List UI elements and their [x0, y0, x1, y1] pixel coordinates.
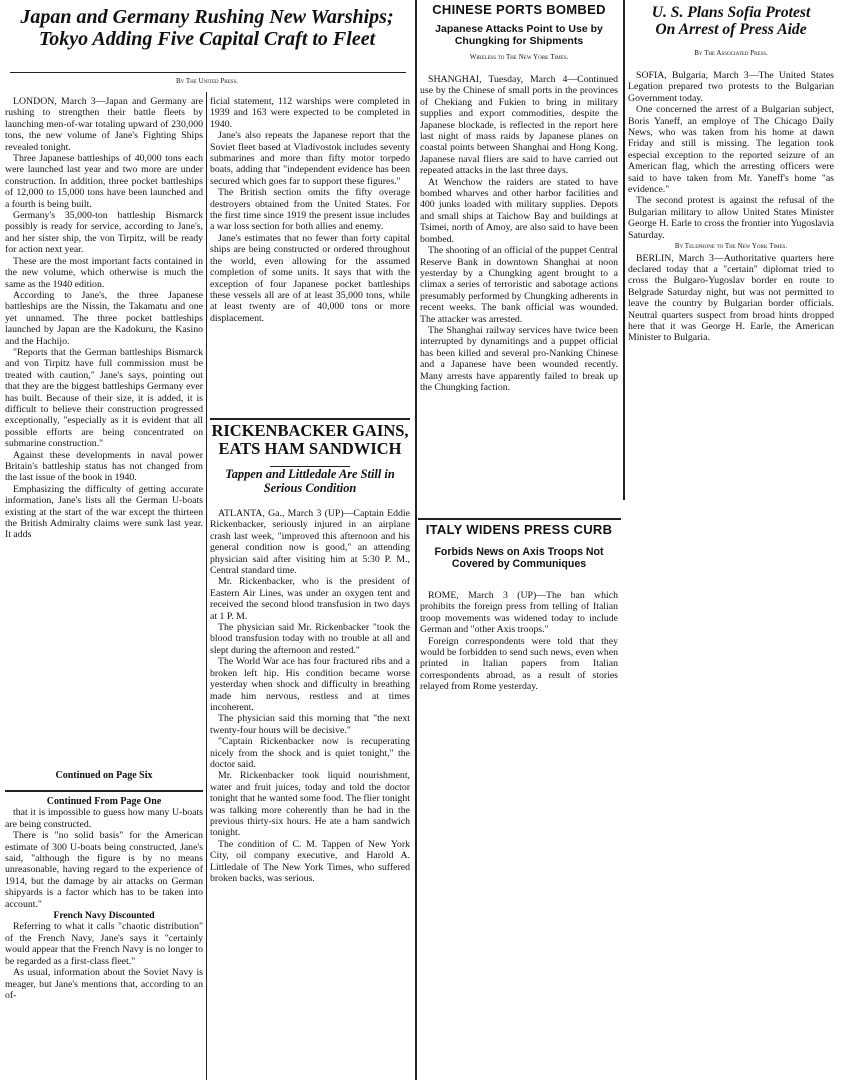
rickenbacker-body	[210, 508, 410, 1080]
rule-jump	[5, 790, 203, 792]
paragraph: ficial statement, 112 warships were completed in 1939 and 163 were expected to be completed in 1940.	[210, 96, 410, 130]
paragraph: The physician said Mr. Rickenbacker "took the blood transfusion today with no trouble at all and slept during the afternoon and rested."	[210, 622, 410, 656]
sofia-byline: By The Associated Press.	[694, 48, 768, 57]
chinese-ports-deck: Japanese Attacks Point to Use by Chungking for Shipments	[435, 23, 603, 48]
rule-rickenbacker-deck	[270, 466, 350, 467]
continued-on-page-six: Continued on Page Six	[55, 770, 153, 781]
japan-germany-headline-1: Japan and Germany Rushing New Warships;	[20, 6, 394, 28]
paragraph: At Wenchow the raiders are stated to have bombed wharves and other harbor facilities and 400 junks loaded with military supplies. Depots and small ships at Taichow Bay and buildings at Tsimei, north of Amoy, are also said to have been bombed.	[420, 176, 618, 245]
paragraph: The physician said this morning that "the next twenty-four hours will be decisive."	[210, 713, 410, 736]
paragraph: SOFIA, Bulgaria, March 3—The United States Legation prepared two protests to the Bulgarian Government today.	[628, 70, 834, 104]
paragraph: Mr. Rickenbacker, who is the president of Eastern Air Lines, was under an oxygen tent and received the second blood transfusion in two days at 1 P. M.	[210, 576, 410, 622]
paragraph: Jane's estimates that no fewer than forty capital ships are being constructed or ordered throughout the world, even allowing for the assumed completion of some units. It says that with the exception of four Japanese pocket battleships these vessels all are of at least 35,000 tons, while at least twenty are of 40,000 tons or more displacement.	[210, 232, 410, 324]
paragraph: The British section omits the fifty overage destroyers obtained from the United States. For the first time since 1919 the present issue includes a war loss section for both allies and enemy.	[210, 187, 410, 233]
paragraph: The World War ace has four fractured ribs and a broken left hip. His condition became worse yesterday when shock and difficulty in breathing made him nervous, restless and at times incoherent.	[210, 656, 410, 713]
japan-germany-byline: By The United Press.	[176, 76, 238, 85]
sofia-header	[626, 4, 836, 70]
rickenbacker-header	[210, 422, 410, 508]
paragraph: According to Jane's, the three Japanese battleships are the Nissin, the Takamatu and one yet unnamed. The three pocket battleships launched by Japan are the Kadokuru, the Kasino and the Hachijo.	[5, 289, 203, 347]
chinese-ports-body	[420, 74, 618, 514]
paragraph: "Reports that the German battleships Bismarck and von Tirpitz have full commission must be treated with caution," Jane's says, pointing out that they are the biggest battleships Germany ever has built. Because of their size, it is added, it is difficult to believe their construction progressed exceptionally, "especially as it is evident that all possible efforts are being concentrated on submarine construction."	[5, 346, 203, 450]
paragraph: ROME, March 3 (UP)—The ban which prohibits the foreign press from telling of Italian troop movements was widened today to include German and "other Axis troops."	[420, 590, 618, 636]
paragraph: LONDON, March 3—Japan and Germany are rushing to strengthen their battle fleets by launching men-of-war totaling upward of 230,000 tons, the new volume of Jane's Fighting Ships revealed tonight.	[5, 96, 203, 153]
column-rule-1	[206, 92, 207, 1080]
paragraph: BERLIN, March 3—Authoritative quarters here declared today that a "certain" diplomat tried to cross the Bulgaro-Yugoslav border en route to Belgrade Saturday night, but was not permitted to leave the country by Bulgarian border officials. Neutral quarters suspect from broad hints dropped here that it was George H. Earle, the American Minister to Bulgaria.	[628, 252, 834, 344]
rule-above-rickenbacker	[210, 418, 410, 420]
paragraph: Against these developments in naval power Britain's battleship status has not changed from the last issue of the book in 1940.	[5, 449, 203, 484]
paragraph: "Captain Rickenbacker now is recuperating nicely from the shock and is quiet tonight," the doctor said.	[210, 736, 410, 770]
chinese-ports-header	[419, 2, 619, 74]
paragraph: that it is impossible to guess how many U-boats are being constructed.	[5, 807, 203, 830]
paragraph: There is "no solid basis" for the American estimate of 300 U-boats being constructed, Jane's said, "although the figure is by no means unreasonable, having regard to the experience of 1914, but the damage by air attacks on German shipyards is a factor which has to be taken into account."	[5, 830, 203, 910]
japan-germany-continuation	[5, 796, 203, 1078]
continued-from-page-one: Continued From Page One	[46, 796, 162, 807]
jump-out-box	[5, 768, 203, 788]
chinese-ports-byline: Wireless to The New York Times.	[469, 53, 569, 62]
italy-body	[420, 590, 618, 750]
japan-germany-headline-2: Tokyo Adding Five Capital Craft to Fleet	[38, 28, 376, 51]
rickenbacker-deck: Tappen and Littledale Are Still in Serious Condition	[225, 466, 395, 496]
italy-deck: Forbids News on Axis Troops Not Covered by Communiques	[434, 546, 604, 571]
japan-germany-header	[2, 6, 412, 94]
rickenbacker-headline-2: EATS HAM SANDWICH	[218, 439, 402, 459]
chinese-ports-headline: CHINESE PORTS BOMBED	[432, 2, 606, 17]
paragraph: Referring to what it calls "chaotic distribution" of the French Navy, Jane's says it "certainly would appear that the French Navy is no longer to be regarded as a first-class fleet."	[5, 921, 203, 967]
paragraph: As usual, information about the Soviet Navy is meager, but Jane's mentions that, according to an of-	[5, 967, 203, 1001]
paragraph: ATLANTA, Ga., March 3 (UP)—Captain Eddie Rickenbacker, seriously injured in an airplane crash last week, "improved this afternoon and his general condition now is good," an attending physician said after visiting him at 5:30 P. M., Central standard time.	[210, 508, 410, 577]
paragraph: Three Japanese battleships of 40,000 tons each were launched last year and two more are under construction. In addition, three pocket battleships of 12,000 to 15,000 tons have been launched and a fourth is being built.	[5, 153, 203, 210]
paragraph: One concerned the arrest of a Bulgarian subject, Boris Yaneff, an employe of The Chicago Daily News, who was taken from his home at dawn Friday and still is missing. The legation took especial exception to the reported seizure of an American flag, which the arresting officers were said to have taken from Mr. Yaneff's home "as evidence."	[628, 104, 834, 196]
japan-germany-col2	[210, 96, 410, 414]
paragraph: The second protest is against the refusal of the Bulgarian military to allow United States Minister George H. Earle to cross the frontier into Yugoslavia Saturday.	[628, 195, 834, 241]
sofia-body	[628, 70, 834, 498]
paragraph: The Shanghai railway services have twice been interrupted by dynamitings and a puppet official has been killed and several pro-Nanking Chinese and a Japanese have been wounded recently. Many arrests have apparently failed to break up the Chungking faction.	[420, 324, 618, 393]
paragraph: Mr. Rickenbacker took liquid nourishment, water and fruit juices, today and told the doctor tonight that he wanted some food. The flier tonight was talking more coherently than he had in the previous thirty-six hours. He ate a ham sandwich tonight.	[210, 770, 410, 839]
paragraph: Jane's also repeats the Japanese report that the Soviet fleet based at Vladivostok includes seventy submarines and more than fifty motor torpedo boats, adding that "independent evidence has been secured which goes far to support these figures."	[210, 130, 410, 187]
paragraph: Germany's 35,000-ton battleship Bismarck possibly is ready for service, according to Jane's, and her sister ship, the von Tirpitz, will be ready for action next year.	[5, 210, 203, 256]
sofia-byline-2: By Telephone to The New York Times.	[674, 242, 788, 251]
paragraph: Foreign correspondents were told that they would be forbidden to send such news, even when printed in Italian papers from Italian correspondents abroad, as a result of stories relayed from Rome yesterday.	[420, 635, 618, 693]
column-rule-3	[623, 0, 625, 500]
paragraph: Emphasizing the difficulty of getting accurate information, Jane's lists all the German U-boats existing at the start of the war except the thirteen the British Admiralty claims were sunk last year. It adds	[5, 483, 203, 541]
japan-germany-col1	[5, 96, 203, 786]
rule-under-japan-headline	[10, 72, 406, 73]
sofia-headline-2: On Arrest of Press Aide	[655, 21, 807, 39]
italy-headline: ITALY WIDENS PRESS CURB	[425, 522, 613, 537]
italy-header	[419, 522, 619, 586]
rickenbacker-headline-1: RICKENBACKER GAINS,	[211, 422, 409, 440]
paragraph: The condition of C. M. Tappen of New York City, oil company executive, and Harold A. Littledale of The New York Times, who suffered broken backs, was serious.	[210, 838, 410, 884]
paragraph: SHANGHAI, Tuesday, March 4—Continued use by the Chinese of small ports in the provinces of Chekiang and Fukien to bring in military supplies and export commodities, despite the Japanese blockade, is reflected in the report here last night of mass raids by Japanese planes on coastal points between Shanghai and Hong Kong. Japanese naval fliers are said to have carried out repeated attacks in the last three days.	[420, 74, 618, 177]
paragraph: The shooting of an official of the puppet Central Reserve Bank in downtown Shanghai at noon yesterday by a Chungking agent brought to a climax a series of terroristic and sabotage actions presumably performed by Chungking adherents in recent weeks. The bank official was wounded. The attacker was arrested.	[420, 245, 618, 325]
rule-above-italy	[418, 518, 621, 520]
paragraph: These are the most important facts contained in the new volume, which otherwise is much the same as the 1940 edition.	[5, 255, 203, 290]
french-navy-subhead: French Navy Discounted	[53, 910, 155, 922]
column-rule-2	[415, 0, 417, 1080]
sofia-headline-1: U. S. Plans Sofia Protest	[651, 4, 811, 21]
